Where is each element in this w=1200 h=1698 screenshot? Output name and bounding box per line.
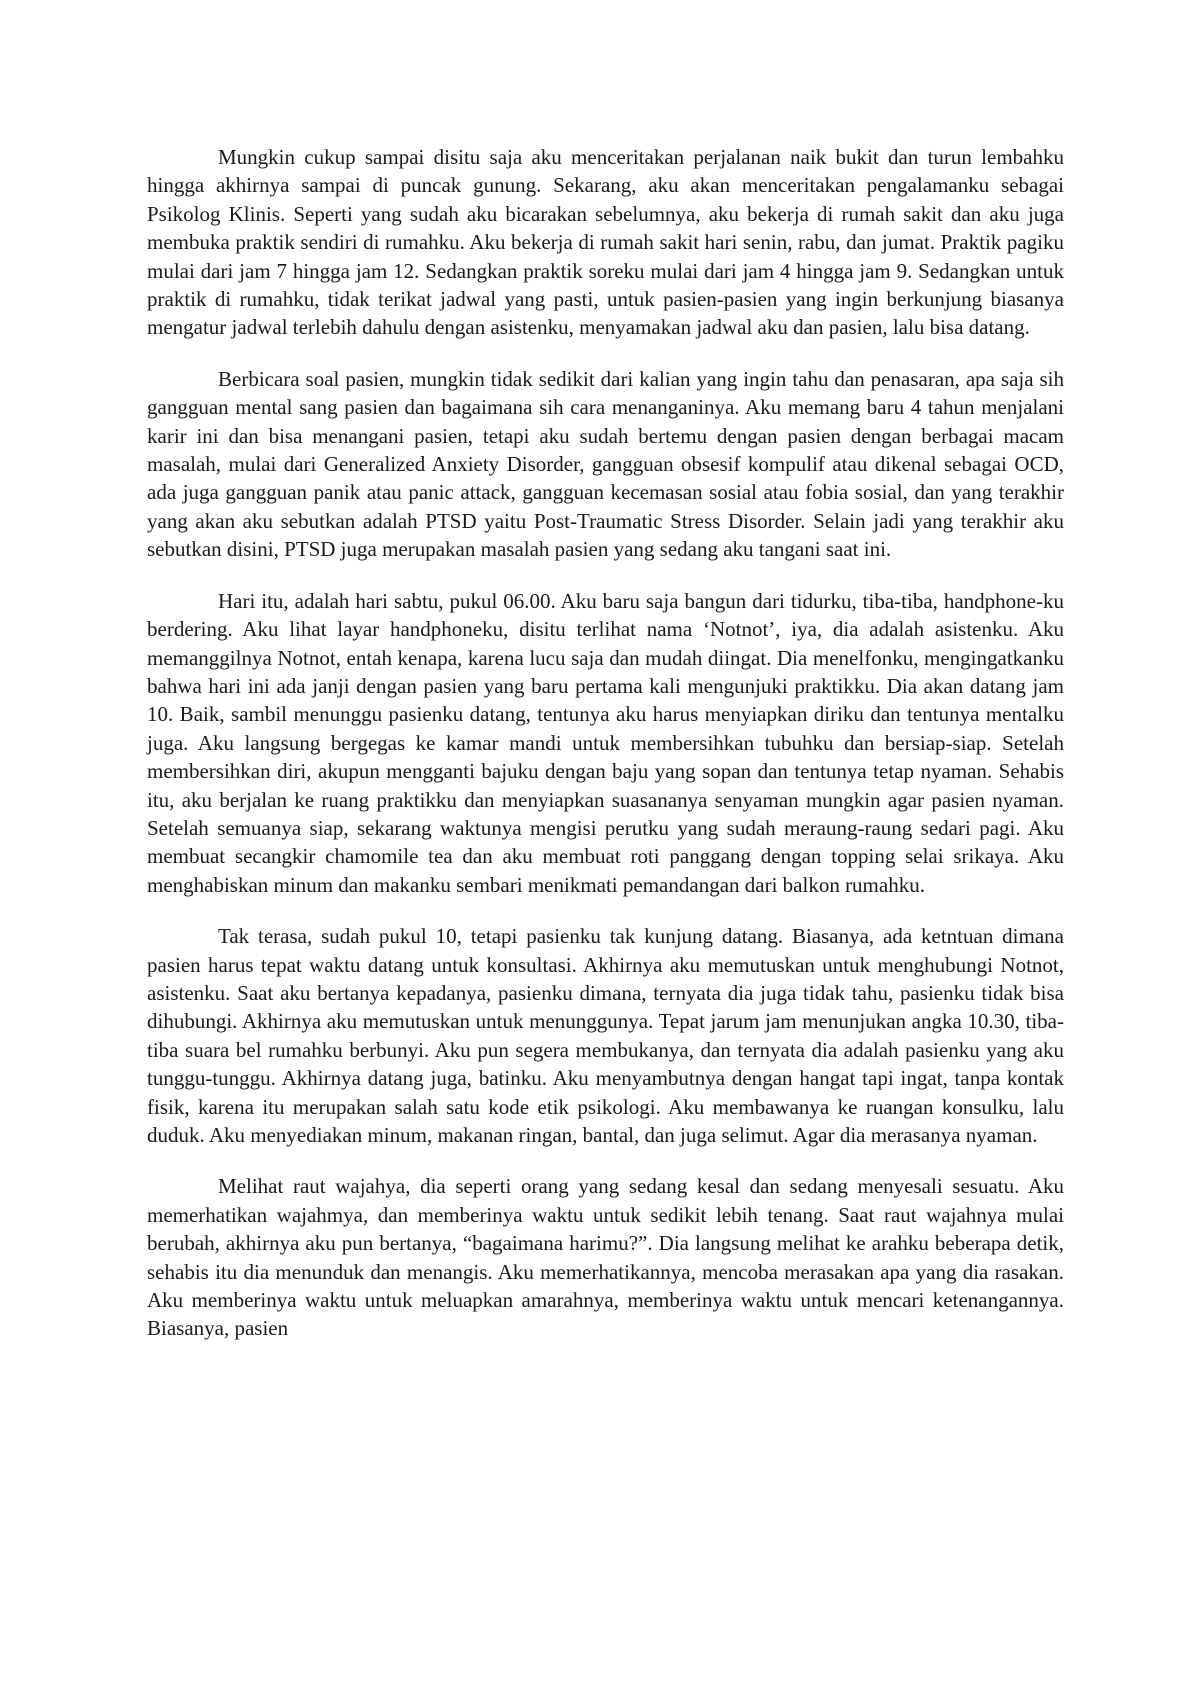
- paragraph-5: Melihat raut wajahya, dia seperti orang yang sedang kesal dan sedang menyesali sesuatu. Aku memerhatikan wajahmya, dan memberinya waktu untuk sedikit lebih tenang. Saat raut wajahnya mulai berubah, akhirnya aku pun bertanya, “bagaimana harimu?”. Dia langsung melihat ke arahku beberapa detik, sehabis itu dia menunduk dan menangis. Aku memerhatikannya, mencoba merasakan apa yang dia rasakan. Aku memberinya waktu untuk meluapkan amarahnya, memberinya waktu untuk mencari ketenangannya. Biasanya, pasien: [147, 1174, 1064, 1341]
- paragraph-3: Hari itu, adalah hari sabtu, pukul 06.00. Aku baru saja bangun dari tidurku, tiba-tiba, handphone-ku berdering. Aku lihat layar handphoneku, disitu terlihat nama ‘Notnot’, iya, dia adalah asistenku. Aku memanggilnya Notnot, entah kenapa, karena lucu saja dan mudah diingat. Dia menelfonku, mengingatkanku bahwa hari ini ada janji dengan pasien yang baru pertama kali mengunjuki praktikku. Dia akan datang jam 10. Baik, sambil menunggu pasienku datang, tentunya aku harus menyiapkan diriku dan tentunya mentalku juga. Aku langsung bergegas ke kamar mandi untuk membersihkan tubuhku dan bersiap-siap. Setelah membersihkan diri, akupun mengganti bajuku dengan baju yang sopan dan tentunya tetap nyaman. Sehabis itu, aku berjalan ke ruang praktikku dan menyiapkan suasananya senyaman mungkin agar pasien nyaman. Setelah semuanya siap, sekarang waktunya mengisi perutku yang sudah meraung-raung sedari pagi. Aku membuat secangkir chamomile tea dan aku membuat roti panggang dengan topping selai srikaya. Aku menghabiskan minum dan makanku sembari menikmati pemandangan dari balkon rumahku.: [147, 588, 1064, 897]
- paragraph-2: Berbicara soal pasien, mungkin tidak sedikit dari kalian yang ingin tahu dan penasaran, apa saja sih gangguan mental sang pasien dan bagaimana sih cara menanganinya. Aku memang baru 4 tahun menjalani karir ini dan bisa menangani pasien, tetapi aku sudah bertemu dengan pasien dengan berbagai macam masalah, mulai dari Generalized Anxiety Disorder, gangguan obsesif kompulif atau dikenal sebagai OCD, ada juga gangguan panik atau panic attack, gangguan kecemasan sosial atau fobia sosial, dan yang terakhir yang akan aku sebutkan adalah PTSD yaitu Post-Traumatic Stress Disorder. Selain jadi yang terakhir aku sebutkan disini, PTSD juga merupakan masalah pasien yang sedang aku tangani saat ini.: [147, 366, 1064, 562]
- document-body: [147, 143, 1064, 1366]
- paragraph-1: Mungkin cukup sampai disitu saja aku menceritakan perjalanan naik bukit dan turun lembahku hingga akhirnya sampai di puncak gunung. Sekarang, aku akan menceritakan pengalamanku sebagai Psikolog Klinis. Seperti yang sudah aku bicarakan sebelumnya, aku bekerja di rumah sakit dan aku juga membuka praktik sendiri di rumahku. Aku bekerja di rumah sakit hari senin, rabu, dan jumat. Praktik pagiku mulai dari jam 7 hingga jam 12. Sedangkan praktik soreku mulai dari jam 4 hingga jam 9. Sedangkan untuk praktik di rumahku, tidak terikat jadwal yang pasti, untuk pasien-pasien yang ingin berkunjung biasanya mengatur jadwal terlebih dahulu dengan asistenku, menyamakan jadwal aku dan pasien, lalu bisa datang.: [147, 145, 1064, 340]
- paragraph-4: Tak terasa, sudah pukul 10, tetapi pasienku tak kunjung datang. Biasanya, ada ketntuan dimana pasien harus tepat waktu datang untuk konsultasi. Akhirnya aku memutuskan untuk menghubungi Notnot, asistenku. Saat aku bertanya kepadanya, pasienku dimana, ternyata dia juga tidak tahu, pasienku tidak bisa dihubungi. Akhirnya aku memutuskan untuk menunggunya. Tepat jarum jam menunjukan angka 10.30, tiba-tiba suara bel rumahku berbunyi. Aku pun segera membukanya, dan ternyata dia adalah pasienku yang aku tunggu-tunggu. Akhirnya datang juga, batinku. Aku menyambutnya dengan hangat tapi ingat, tanpa kontak fisik, karena itu merupakan salah satu kode etik psikologi. Aku membawanya ke ruangan konsulku, lalu duduk. Aku menyediakan minum, makanan ringan, bantal, dan juga selimut. Agar dia merasanya nyaman.: [147, 924, 1064, 1147]
